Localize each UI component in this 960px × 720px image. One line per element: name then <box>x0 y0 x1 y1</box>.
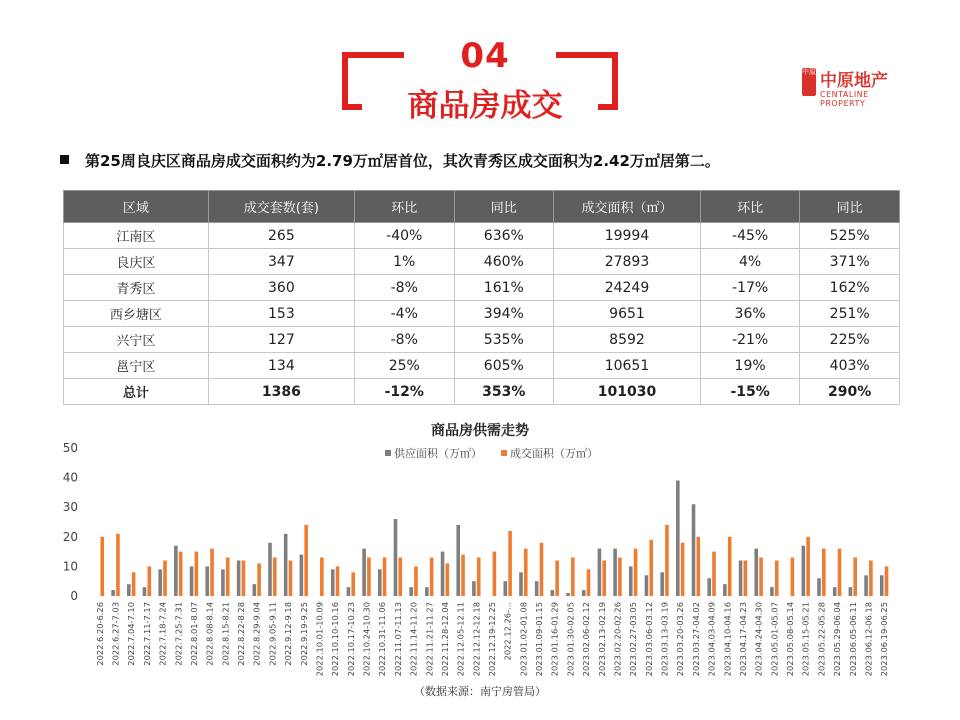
x-tick-label: 2022.6.27-7.03 <box>110 602 121 666</box>
supply-bar <box>519 572 523 596</box>
chart-title: 商品房供需走势 <box>431 423 529 439</box>
bracket-left-side <box>342 52 348 110</box>
logo-name-en: CENTALINE PROPERTY <box>820 90 869 108</box>
value-cell: 10651 <box>554 353 701 379</box>
x-tick-label: 2022.12.26-... <box>502 602 513 661</box>
summary-text: 第25周良庆区商品房成交面积约为2.79万㎡居首位，其次青秀区成交面积为2.42万㎡居第二。 <box>85 152 720 170</box>
value-cell: 265 <box>208 223 354 249</box>
value-cell: 162% <box>800 275 900 301</box>
x-tick-label: 2023.02.20-02.26 <box>612 602 623 677</box>
sales-bar <box>116 534 120 596</box>
sales-bar <box>398 558 402 596</box>
region-cell: 兴宁区 <box>64 327 209 353</box>
supply-bar <box>645 575 649 596</box>
x-tick-label: 2023.02.27-03.05 <box>628 602 639 677</box>
sales-bar <box>242 560 246 596</box>
table-row <box>64 275 900 301</box>
supply-bar <box>362 549 366 596</box>
sales-bar <box>885 566 889 596</box>
supply-bar <box>221 569 225 596</box>
sales-bar <box>493 552 497 596</box>
value-cell: 1386 <box>208 379 354 405</box>
supply-bar <box>174 546 178 596</box>
supply-bar <box>425 587 429 596</box>
value-cell: -21% <box>700 327 799 353</box>
supply-bar <box>833 587 837 596</box>
table-total-row <box>64 379 900 405</box>
x-tick-label: 2023.05.15-05.21 <box>800 602 811 677</box>
region-cell: 西乡塘区 <box>64 301 209 327</box>
logo-seal: 中原 <box>802 68 816 96</box>
supply-bar <box>237 560 241 596</box>
legend-sales-label: 成交面积（万㎡） <box>510 447 598 460</box>
sales-bar <box>555 560 559 596</box>
district-sales-table <box>63 190 900 405</box>
value-cell: -12% <box>355 379 454 405</box>
value-cell: 153 <box>208 301 354 327</box>
sales-bar <box>446 563 450 596</box>
sales-bar <box>383 558 387 596</box>
x-tick-label: 2022.9.19-9.25 <box>298 602 309 666</box>
col-header-units: 成交套数(套) <box>208 191 354 223</box>
sales-bar <box>853 558 857 596</box>
supply-bar <box>190 566 194 596</box>
value-cell: 535% <box>454 327 554 353</box>
y-tick-label: 10 <box>62 559 78 574</box>
y-tick-label: 40 <box>62 470 78 485</box>
region-cell: 总计 <box>64 379 209 405</box>
sales-bar <box>775 560 779 596</box>
sales-bar <box>508 531 512 596</box>
x-tick-label: 2022.10.31-11.06 <box>377 602 388 677</box>
x-tick-label: 2022.7.11-7.17 <box>141 602 152 666</box>
sales-bar <box>461 555 465 596</box>
supply-bar <box>551 590 555 596</box>
x-tick-label: 2022.11.14-11.20 <box>408 602 419 677</box>
table-header-row <box>64 191 900 223</box>
x-tick-label: 2022.10.10-10.16 <box>330 602 341 677</box>
x-tick-label: 2022.10.01-10.09 <box>314 602 325 677</box>
x-tick-label: 2022.11.28-12.04 <box>439 602 450 677</box>
value-cell: 525% <box>800 223 900 249</box>
value-cell: -40% <box>355 223 454 249</box>
x-tick-label: 2022.12.05-12.11 <box>455 602 466 677</box>
x-tick-label: 2022.12.12-12.18 <box>471 602 482 677</box>
sales-bar <box>712 552 716 596</box>
value-cell: -8% <box>355 327 454 353</box>
x-tick-label: 2023.05.01-05.07 <box>769 602 780 677</box>
supply-bar <box>158 569 162 596</box>
value-cell: 19994 <box>554 223 701 249</box>
section-title: 商品房成交 <box>407 88 563 124</box>
value-cell: -45% <box>700 223 799 249</box>
section-number: 04 <box>460 36 510 76</box>
x-tick-label: 2022.12.19-12.25 <box>487 602 497 677</box>
bracket-left-top <box>342 52 404 58</box>
sales-bar <box>649 540 653 596</box>
x-tick-label: 2023.04.17-04.23 <box>738 602 748 677</box>
supply-bar <box>660 572 664 596</box>
value-cell: 394% <box>454 301 554 327</box>
value-cell: 8592 <box>554 327 701 353</box>
x-tick-label: 2023.01.09-01.15 <box>534 602 545 677</box>
supply-bar <box>566 593 570 596</box>
chart-bars <box>100 481 888 596</box>
value-cell: 19% <box>700 353 799 379</box>
supply-bar <box>849 587 853 596</box>
x-tick-label: 2023.04.24-04.30 <box>753 602 764 677</box>
sales-bar <box>791 558 795 596</box>
value-cell: 347 <box>208 249 354 275</box>
x-tick-label: 2023.05.29-06.04 <box>832 602 843 677</box>
supply-bar <box>613 549 617 596</box>
supply-bar <box>253 584 257 596</box>
supply-bar <box>143 587 147 596</box>
y-tick-label: 0 <box>70 589 78 603</box>
value-cell: 161% <box>454 275 554 301</box>
x-tick-label: 2022.9.05-9.11 <box>267 602 278 666</box>
supply-bar <box>676 481 680 596</box>
x-tick-label: 2023.02.13-02.19 <box>596 602 607 677</box>
sales-bar <box>320 558 324 596</box>
supply-bar <box>770 587 774 596</box>
supply-bar <box>864 575 868 596</box>
supply-demand-chart <box>0 412 960 684</box>
supply-bar <box>503 581 507 596</box>
value-cell: 24249 <box>554 275 701 301</box>
sales-bar <box>477 558 481 596</box>
x-tick-label: 2022.8.08-8.14 <box>204 602 215 666</box>
supply-bar <box>629 566 633 596</box>
x-tick-label: 2022.10.17-10.23 <box>345 602 356 677</box>
value-cell: 25% <box>355 353 454 379</box>
sales-bar <box>257 563 261 596</box>
supply-bar <box>409 587 413 596</box>
supply-bar <box>598 549 602 596</box>
table-row <box>64 353 900 379</box>
supply-bar <box>441 552 445 596</box>
x-axis-labels <box>95 602 889 676</box>
x-tick-label: 2023.01.30-02.05 <box>565 602 576 677</box>
sales-bar <box>100 537 104 596</box>
sales-bar <box>681 543 685 596</box>
x-tick-label: 2022.11.07-11.13 <box>392 602 403 677</box>
supply-bar <box>472 581 476 596</box>
x-tick-label: 2023.03.27-04.02 <box>690 602 701 677</box>
legend-supply-swatch <box>385 450 391 456</box>
col-header-units-yoy: 同比 <box>454 191 554 223</box>
y-tick-label: 50 <box>62 441 78 455</box>
sales-bar <box>618 558 622 596</box>
y-tick-label: 20 <box>62 529 78 544</box>
sales-bar <box>634 549 638 596</box>
table-row <box>64 327 900 353</box>
x-tick-label: 2022.7.04-7.10 <box>126 602 137 666</box>
x-tick-label: 2022.7.25-7.31 <box>173 602 184 666</box>
sales-bar <box>697 537 701 596</box>
table-row <box>64 249 900 275</box>
value-cell: 9651 <box>554 301 701 327</box>
region-cell: 良庆区 <box>64 249 209 275</box>
value-cell: 36% <box>700 301 799 327</box>
x-tick-label: 2023.01.16-01.29 <box>549 602 560 677</box>
x-tick-label: 2022.9.12-9.18 <box>283 602 294 666</box>
value-cell: -4% <box>355 301 454 327</box>
summary-line <box>60 150 720 171</box>
supply-bar <box>582 590 586 596</box>
sales-bar <box>540 543 544 596</box>
data-source-note: （数据来源：南宁房管局） <box>414 685 546 698</box>
sales-bar <box>602 560 606 596</box>
x-tick-label: 2022.8.01-8.07 <box>189 602 199 666</box>
supply-bar <box>707 578 711 596</box>
sales-bar <box>414 566 418 596</box>
chart-legend <box>385 446 598 460</box>
value-cell: 134 <box>208 353 354 379</box>
supply-bar <box>347 587 351 596</box>
value-cell: 403% <box>800 353 900 379</box>
sales-bar <box>289 560 293 596</box>
sales-bar <box>759 558 763 596</box>
supply-bar <box>331 569 335 596</box>
x-tick-label: 2023.04.03-04.09 <box>706 602 717 677</box>
company-logo <box>802 66 912 106</box>
sales-bar <box>351 572 355 596</box>
sales-bar <box>226 558 230 596</box>
supply-bar <box>456 525 460 596</box>
sales-bar <box>728 537 732 596</box>
sales-bar <box>744 560 748 596</box>
sales-bar <box>665 525 669 596</box>
sales-bar <box>587 569 591 596</box>
supply-bar <box>692 504 696 596</box>
value-cell: 101030 <box>554 379 701 405</box>
logo-name-cn: 中原地产 <box>820 71 888 91</box>
supply-bar <box>535 581 539 596</box>
sales-bar <box>304 525 308 596</box>
col-header-area-mom: 环比 <box>700 191 799 223</box>
supply-bar <box>378 569 382 596</box>
supply-bar <box>127 584 131 596</box>
sales-bar <box>195 552 199 596</box>
x-tick-label: 2023.05.08-05.14 <box>785 602 795 677</box>
col-header-area-yoy: 同比 <box>800 191 900 223</box>
supply-bar <box>268 543 272 596</box>
sales-bar <box>806 537 810 596</box>
region-cell: 青秀区 <box>64 275 209 301</box>
region-cell: 江南区 <box>64 223 209 249</box>
x-tick-label: 2023.06.19-06.25 <box>879 602 890 677</box>
sales-bar <box>822 549 826 596</box>
col-header-area: 成交面积（㎡） <box>554 191 701 223</box>
value-cell: 360 <box>208 275 354 301</box>
value-cell: 1% <box>355 249 454 275</box>
sales-bar <box>367 558 371 596</box>
x-tick-label: 2023.03.20-03.26 <box>675 602 686 677</box>
sales-bar <box>163 560 167 596</box>
value-cell: 127 <box>208 327 354 353</box>
value-cell: 353% <box>454 379 554 405</box>
supply-bar <box>817 578 821 596</box>
sales-bar <box>148 566 152 596</box>
supply-bar <box>394 519 398 596</box>
value-cell: 251% <box>800 301 900 327</box>
bracket-right-top <box>556 52 618 58</box>
supply-bar <box>739 560 743 596</box>
x-tick-label: 2023.05.22-05.28 <box>816 602 827 677</box>
sales-bar <box>869 560 873 596</box>
sales-bar <box>210 549 214 596</box>
supply-bar <box>300 555 304 596</box>
value-cell: 225% <box>800 327 900 353</box>
x-tick-label: 2023.04.10-04.16 <box>722 602 733 677</box>
value-cell: 290% <box>800 379 900 405</box>
x-tick-label: 2023.01.02-01.08 <box>518 602 529 677</box>
x-tick-label: 2023.06.05-06.11 <box>847 602 858 677</box>
x-tick-label: 2022.6.20-6.26 <box>94 602 105 666</box>
x-tick-label: 2022.10.24-10.30 <box>361 602 372 677</box>
value-cell: -17% <box>700 275 799 301</box>
bracket-right-side <box>612 52 618 110</box>
value-cell: 605% <box>454 353 554 379</box>
supply-bar <box>205 566 209 596</box>
y-axis <box>63 441 78 603</box>
x-tick-label: 2023.03.06-03.12 <box>643 602 654 677</box>
x-tick-label: 2023.03.13-03.19 <box>659 602 670 677</box>
value-cell: 371% <box>800 249 900 275</box>
sales-bar <box>132 572 136 596</box>
col-header-region: 区域 <box>64 191 209 223</box>
sales-bar <box>430 558 434 596</box>
y-tick-label: 30 <box>62 500 78 515</box>
supply-bar <box>802 546 806 596</box>
sales-bar <box>273 558 277 596</box>
x-tick-label: 2023.02.06-02.12 <box>581 602 592 677</box>
sales-bar <box>838 549 842 596</box>
supply-bar <box>723 584 727 596</box>
sales-bar <box>524 549 528 596</box>
x-tick-label: 2022.7.18-7.24 <box>157 602 168 666</box>
value-cell: 4% <box>700 249 799 275</box>
x-tick-label: 2022.11.21-11.27 <box>424 602 435 677</box>
x-tick-label: 2022.8.22-8.28 <box>236 602 246 666</box>
table-row <box>64 301 900 327</box>
legend-supply-label: 供应面积（万㎡） <box>394 447 482 460</box>
sales-bar <box>179 552 183 596</box>
supply-bar <box>754 549 758 596</box>
x-tick-label: 2022.8.29-9.04 <box>251 602 262 666</box>
value-cell: 27893 <box>554 249 701 275</box>
value-cell: -15% <box>700 379 799 405</box>
bracket-left-bottom <box>342 104 362 110</box>
supply-bar <box>111 590 115 596</box>
supply-bar <box>284 534 288 596</box>
supply-bar <box>880 575 884 596</box>
region-cell: 邕宁区 <box>64 353 209 379</box>
value-cell: -8% <box>355 275 454 301</box>
x-tick-label: 2023.06.12-06.18 <box>863 602 874 677</box>
x-tick-label: 2022.8.15-8.21 <box>220 602 231 666</box>
legend-sales-swatch <box>501 450 507 456</box>
value-cell: 460% <box>454 249 554 275</box>
value-cell: 636% <box>454 223 554 249</box>
bullet-square-icon <box>60 155 69 164</box>
sales-bar <box>336 566 340 596</box>
col-header-units-mom: 环比 <box>355 191 454 223</box>
sales-bar <box>571 558 575 596</box>
table-row <box>64 223 900 249</box>
